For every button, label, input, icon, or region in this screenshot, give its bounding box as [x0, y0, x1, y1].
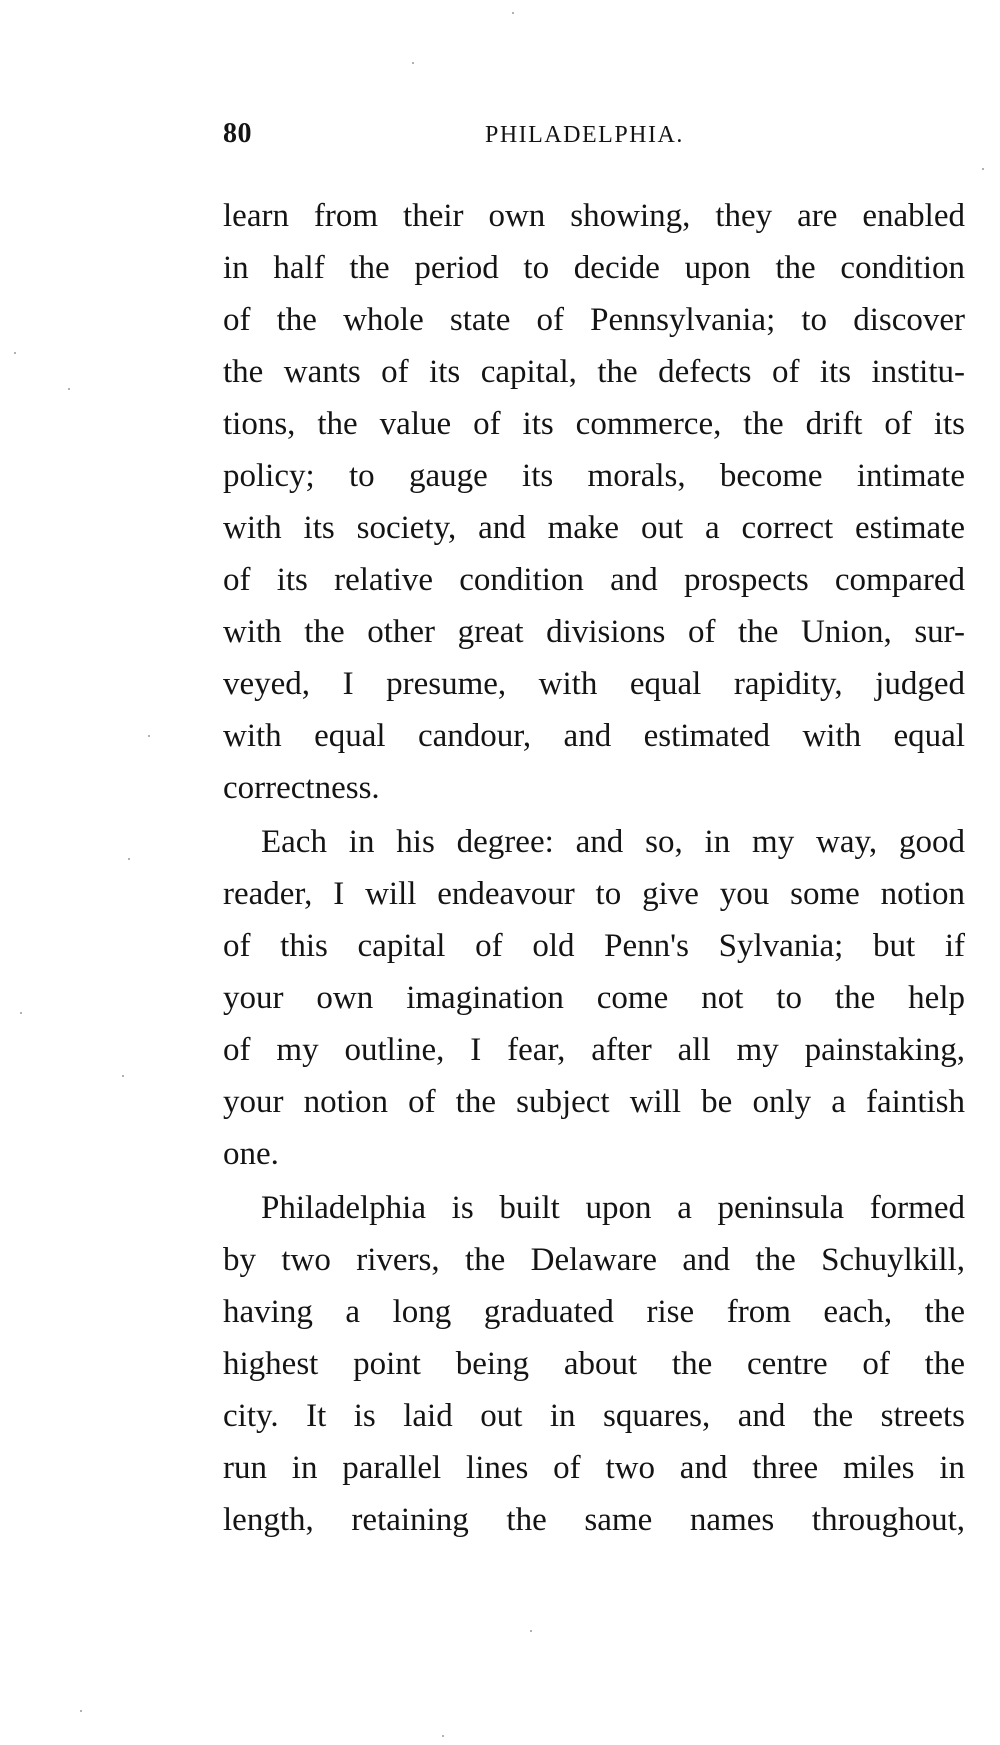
paper-speck: [530, 1630, 532, 1632]
text-line: your notion of the subject will be only a faintish: [223, 1084, 965, 1120]
paper-speck: [148, 735, 150, 737]
text-line: your own imagination come not to the help: [223, 980, 965, 1016]
text-line: Each in his degree: and so, in my way, good: [261, 824, 965, 860]
text-line: policy; to gauge its morals, become intimate: [223, 458, 965, 494]
paper-speck: [412, 62, 414, 64]
paper-speck: [982, 168, 984, 170]
running-title: PHILADELPHIA.: [485, 122, 684, 148]
text-line: of this capital of old Penn's Sylvania; but if: [223, 928, 965, 964]
text-line: in half the period to decide upon the condition: [223, 250, 965, 286]
paper-speck: [80, 1710, 82, 1712]
text-line: run in parallel lines of two and three miles in: [223, 1450, 965, 1486]
text-line: with equal candour, and estimated with equal: [223, 718, 965, 754]
text-line: length, retaining the same names throughout,: [223, 1502, 965, 1538]
paper-speck: [122, 1075, 124, 1077]
text-line: of the whole state of Pennsylvania; to discover: [223, 302, 965, 338]
text-line: with the other great divisions of the Union, sur-: [223, 614, 965, 650]
text-line: learn from their own showing, they are enabled: [223, 198, 965, 234]
text-line: correctness.: [223, 770, 380, 806]
text-line: of its relative condition and prospects compared: [223, 562, 965, 598]
paragraph: [223, 190, 965, 814]
text-line: Philadelphia is built upon a peninsula formed: [261, 1190, 965, 1226]
paper-speck: [20, 1012, 22, 1014]
text-line: highest point being about the centre of the: [223, 1346, 965, 1382]
text-line: with its society, and make out a correct estimate: [223, 510, 965, 546]
text-line: one.: [223, 1136, 279, 1172]
text-line: the wants of its capital, the defects of its institu-: [223, 354, 965, 390]
text-line: by two rivers, the Delaware and the Schuylkill,: [223, 1242, 965, 1278]
paragraph: [223, 1182, 965, 1546]
paper-speck: [128, 858, 130, 860]
text-line: city. It is laid out in squares, and the streets: [223, 1398, 965, 1434]
text-line: reader, I will endeavour to give you some notion: [223, 876, 965, 912]
paper-speck: [442, 1735, 444, 1737]
paper-speck: [68, 388, 70, 390]
body-text: [223, 190, 965, 1546]
text-line: having a long graduated rise from each, the: [223, 1294, 965, 1330]
text-line: veyed, I presume, with equal rapidity, judged: [223, 666, 965, 702]
paragraph: [223, 816, 965, 1180]
paper-speck: [14, 352, 16, 354]
page-number: 80: [223, 118, 252, 149]
text-line: of my outline, I fear, after all my painstaking,: [223, 1032, 965, 1068]
text-line: tions, the value of its commerce, the drift of its: [223, 406, 965, 442]
paper-speck: [512, 12, 514, 14]
running-head: [223, 118, 965, 158]
